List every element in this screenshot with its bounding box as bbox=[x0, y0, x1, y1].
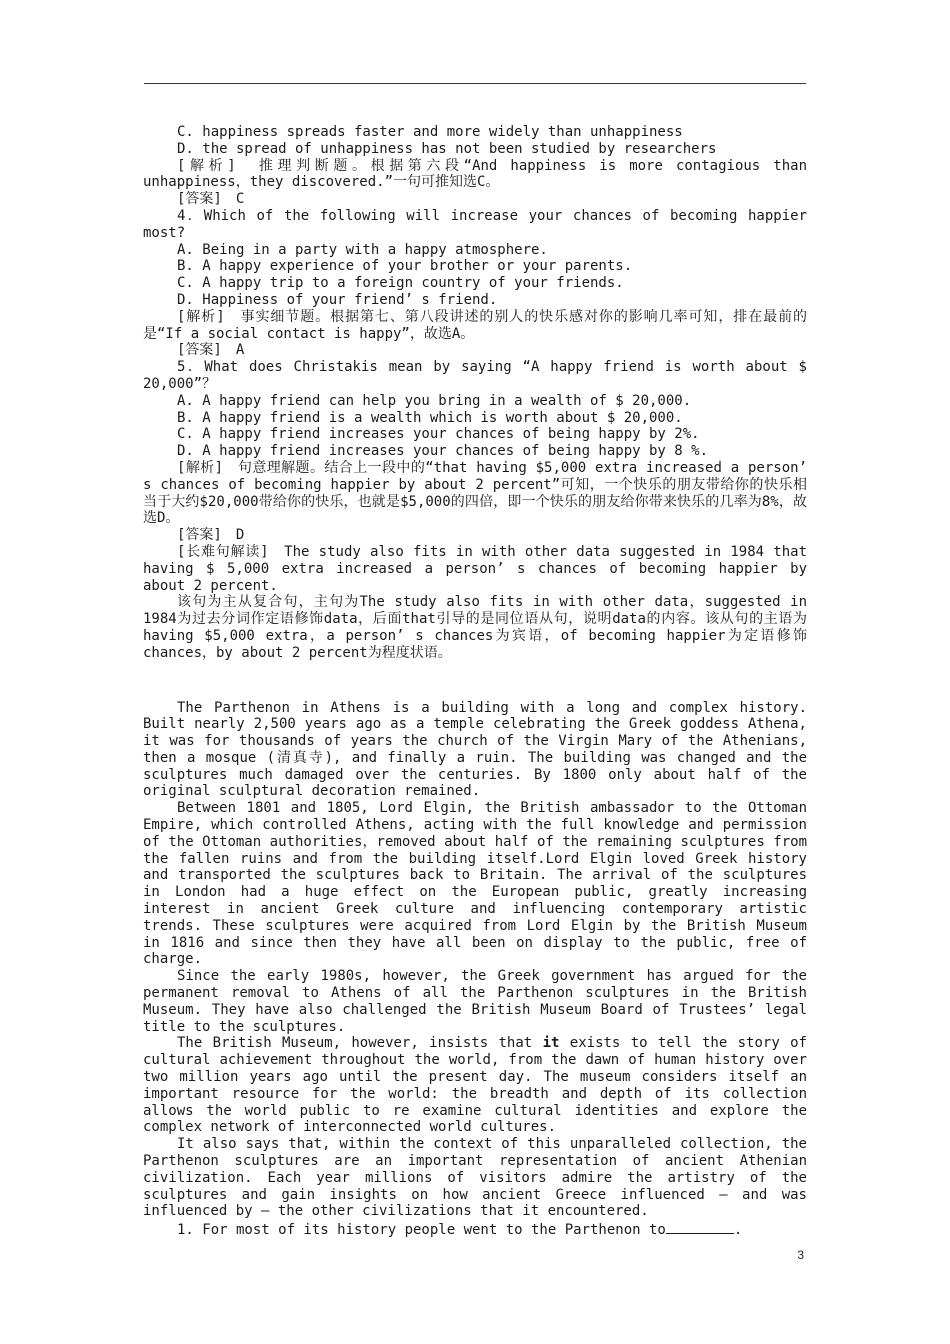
passage-paragraph-2: Between 1801 and 1805, Lord Elgin, the British ambassador to the Ottoman Empire, which controlled Athens, acting with the full knowledge and permission of the Ottoman authorities，removed about half of the remaining sculptures from the fallen ruins and from the building itself.Lord Elgin loved Greek history and transported the sculptures back to Britain. The arrival of the sculptures in London had a huge effect on the European public, greatly increasing interest in ancient Greek culture and influencing contemporary artistic trends. These sculptures were acquired from Lord Elgin by the British Museum in 1816 and since then they have all been on display to the public, free of charge. bbox=[143, 800, 807, 968]
q4-option-d: D. Happiness of your friend’ s friend. bbox=[177, 291, 498, 308]
long-sentence: [长难句解读] The study also fits in with other data suggested in 1984 that having $ 5,000 extra increased a person’ s chances of becoming happier by about 2 percent. bbox=[143, 543, 807, 594]
passage-paragraph-5: It also says that, within the context of this unparalleled collection, the Parthenon sculptures are an important representation of ancient Athenian civilization. Each year millions of visitors admire the artistry of the sculptures and gain insights on how ancient Greece influenced — and was influenced by — the other civilizations that it encountered. bbox=[143, 1136, 807, 1220]
q4-option-c: C. A happy trip to a foreign country of your friends. bbox=[177, 275, 624, 292]
q3-answer: [答案] C bbox=[177, 191, 245, 208]
long-sentence-explanation: 该句为主从复合句，主句为The study also fits in with other data，suggested in 1984为过去分词作定语修饰data，后面that引导的是同位语从句，说明data的内容。该从句的主语为having $5,000 extra，a person’ s chances为宾语，of becoming happier为定语修饰chances，by about 2 percent为程度状语。 bbox=[143, 594, 807, 661]
header-rule bbox=[144, 83, 806, 84]
answer-blank bbox=[666, 1220, 734, 1234]
q5-stem: 5．What does Christakis mean by saying “A happy friend is worth about $ 20,000”？ bbox=[143, 359, 807, 392]
q4-stem: 4．Which of the following will increase your chances of becoming happier most? bbox=[143, 207, 807, 241]
page-number: 3 bbox=[797, 1248, 804, 1262]
passage-paragraph-4 bbox=[143, 1035, 807, 1136]
passage-paragraph-1: The Parthenon in Athens is a building with a long and complex history. Built nearly 2,500 years ago as a temple celebrating the Greek goddess Athena, it was for thousands of years the church of the Virgin Mary of the Athenians, then a mosque (清真寺), and finally a ruin. The building was changed and the sculptures much damaged over the centuries. By 1800 only about half of the original sculptural decoration remained. bbox=[143, 699, 807, 800]
q5-option-c: C. A happy friend increases your chances of being happy by 2%. bbox=[177, 426, 700, 443]
p4-text-before: The British Museum, however, insists that bbox=[177, 1035, 543, 1052]
question-1: 1. For most of its history people went to the Parthenon to . bbox=[177, 1222, 743, 1239]
q4-option-b: B. A happy experience of your brother or your parents. bbox=[177, 258, 633, 275]
q5-option-b: B. A happy friend is a wealth which is worth about $ 20,000. bbox=[177, 409, 683, 426]
q5-option-d: D. A happy friend increases your chances of being happy by 8 %. bbox=[177, 443, 709, 460]
page-content bbox=[143, 124, 807, 1239]
q5-option-a: A. A happy friend can help you bring in a wealth of $ 20,000. bbox=[177, 392, 692, 409]
q4-answer: [答案] A bbox=[177, 342, 245, 359]
question-1-stem: 1. For most of its history people went to the Parthenon to bbox=[177, 1222, 666, 1239]
passage-paragraph-3: Since the early 1980s, however, the Greek government has argued for the permanent removal to Athens of all the Parthenon sculptures in the British Museum. They have also challenged the British Museum Board of Trustees’ legal title to the sculptures. bbox=[143, 968, 807, 1035]
section-gap bbox=[143, 681, 807, 700]
q3-option-d: D. the spread of unhappiness has not been studied by researchers bbox=[177, 140, 717, 157]
q5-analysis: [解析] 句意理解题。结合上一段中的“that having $5,000 extra increased a person’ s chances of becoming happier by about 2 percent”可知，一个快乐的朋友带给你的快乐相当于大约$20,000带给你的快乐，也就是$5,000的四倍，即一个快乐的朋友给你带来快乐的几率为8%，故选D。 bbox=[143, 459, 807, 527]
section-gap bbox=[143, 662, 807, 681]
p4-text-after: exists to tell the story of cultural achievement throughout the world, from the dawn of human history over two million years ago until the present day. The museum considers itself an important resource for the world: the breadth and depth of its collection allows the world public to re examine cultural identities and explore the complex network of interconnected world cultures. bbox=[143, 1035, 807, 1136]
q4-analysis: [解析] 事实细节题。根据第七、第八段讲述的别人的快乐感对你的影响几率可知，排在最前的是“If a social contact is happy”，故选A。 bbox=[143, 308, 807, 342]
q5-answer: [答案] D bbox=[177, 527, 245, 544]
q3-analysis: [解析] 推理判断题。根据第六段“And happiness is more contagious than unhappiness，they discovered.”一句可推知选C。 bbox=[143, 157, 807, 191]
q3-option-c: C. happiness spreads faster and more widely than unhappiness bbox=[177, 124, 683, 140]
q4-option-a: A. Being in a party with a happy atmosphere. bbox=[177, 241, 548, 258]
p4-bold-word: it bbox=[542, 1035, 560, 1052]
